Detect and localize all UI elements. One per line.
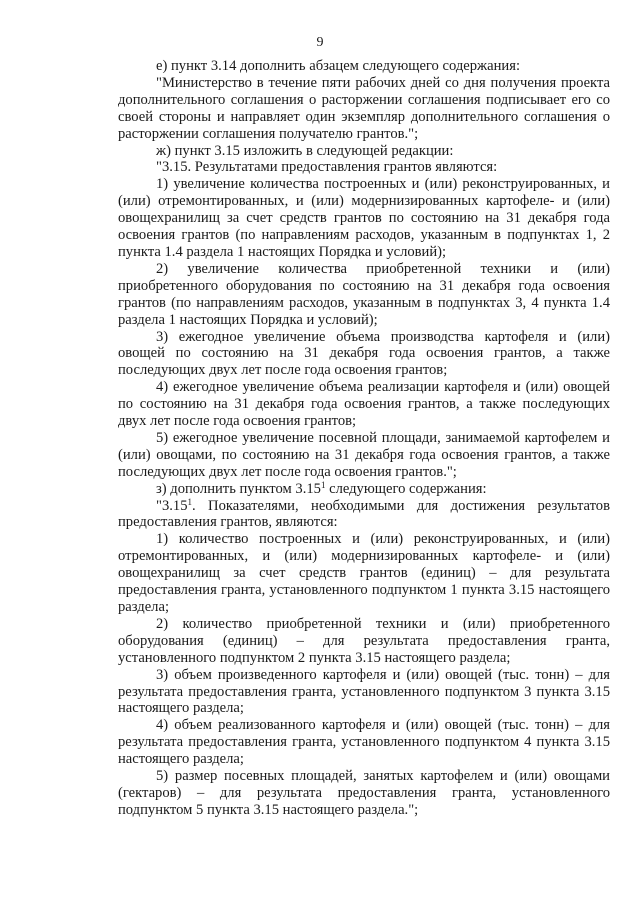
result-item-3: 3) ежегодное увеличение объема производства картофеля и (или) овощей по состоянию на 31 декабря года освоения грантов, а также последующих двух лет после года освоения грантов; <box>118 328 610 379</box>
paragraph-e: е) пункт 3.14 дополнить абзацем следующего содержания: <box>156 58 521 74</box>
page-number: 9 <box>316 35 324 50</box>
paragraph-z-text: з) дополнить пунктом 3.15 <box>156 480 321 497</box>
paragraph-z <box>118 481 610 498</box>
result-item-2: 2) увеличение количества приобретенной техники и (или) приобретенного оборудования по состоянию на 31 декабря года освоения грантов (по направлениям расходов, указанным в подпунктах 3, 4 пункта 1.4 раздела 1 настоящих Порядка и условий); <box>118 260 610 328</box>
indicator-item-2: 2) количество приобретенной техники и (или) приобретенного оборудования (единиц) – для результата предоставления гранта, установленного подпунктом 2 пункта 3.15 настоящего раздела; <box>118 615 610 666</box>
result-item-4: 4) ежегодное увеличение объема реализации картофеля и (или) овощей по состоянию на 31 декабря года освоения грантов, а также последующих двух лет после года освоения грантов; <box>118 379 610 430</box>
result-item-5: 5) ежегодное увеличение посевной площади, занимаемой картофелем и (или) овощами, по состоянию на 31 декабря года освоения грантов, а также последующих двух лет после года освоения грантов."; <box>118 429 610 480</box>
paragraph-3-15-1-number: "3.15 <box>156 497 188 514</box>
indicator-item-5: 5) размер посевных площадей, занятых картофелем и (или) овощами (гектаров) – для результата предоставления гранта, установленного подпунктом 5 пункта 3.15 настоящего раздела."; <box>118 768 610 818</box>
paragraph-z-text-end: следующего содержания: <box>325 480 487 497</box>
indicator-item-1: 1) количество построенных и (или) реконструированных, и (или) отремонтированных, и (или) модернизированных картофеле- и (или) овощехранилищ за счет средств грантов (единиц) – для результата предоставления гранта, установленного подпунктом 1 пункта 3.15 настоящего раздела; <box>118 531 610 615</box>
indicator-item-4: 4) объем реализованного картофеля и (или) овощей (тыс. тонн) – для результата предоставления гранта, установленного подпунктом 4 пункта 3.15 настоящего раздела; <box>118 717 610 768</box>
superscript-marker: 1 <box>320 479 326 490</box>
paragraph-3-15-1-heading <box>118 498 610 532</box>
paragraph-e-text: "Министерство в течение пяти рабочих дней со дня получения проекта дополнительного соглашения о расторжении соглашения подписывает его со своей стороны и направляет один экземпляр дополнительного соглашения о расторжении соглашения получателю грантов."; <box>118 74 610 142</box>
paragraph-3-15-1-text: . Показателями, необходимыми для достижения результатов предоставления грантов, являются: <box>118 497 610 531</box>
paragraph-3-15-heading: "3.15. Результатами предоставления грантов являются: <box>156 159 498 176</box>
superscript-marker: 1 <box>187 496 192 507</box>
result-item-1: 1) увеличение количества построенных и (или) реконструированных, и (или) отремонтированных, и (или) модернизированных картофеле- и (или) овощехранилищ за счет средств грантов по состоянию на 31 декабря года освоения грантов (по направлениям расходов, указанным в подпунктах 1, 2 пункта 1.4 раздела 1 настоящих Порядка и условий); <box>118 176 610 260</box>
document-body <box>118 58 610 819</box>
indicator-item-3: 3) объем произведенного картофеля и (или) овощей (тыс. тонн) – для результата предоставления гранта, установленного подпунктом 3 пункта 3.15 настоящего раздела; <box>118 666 610 717</box>
paragraph-zh: ж) пункт 3.15 изложить в следующей редакции: <box>156 142 454 159</box>
